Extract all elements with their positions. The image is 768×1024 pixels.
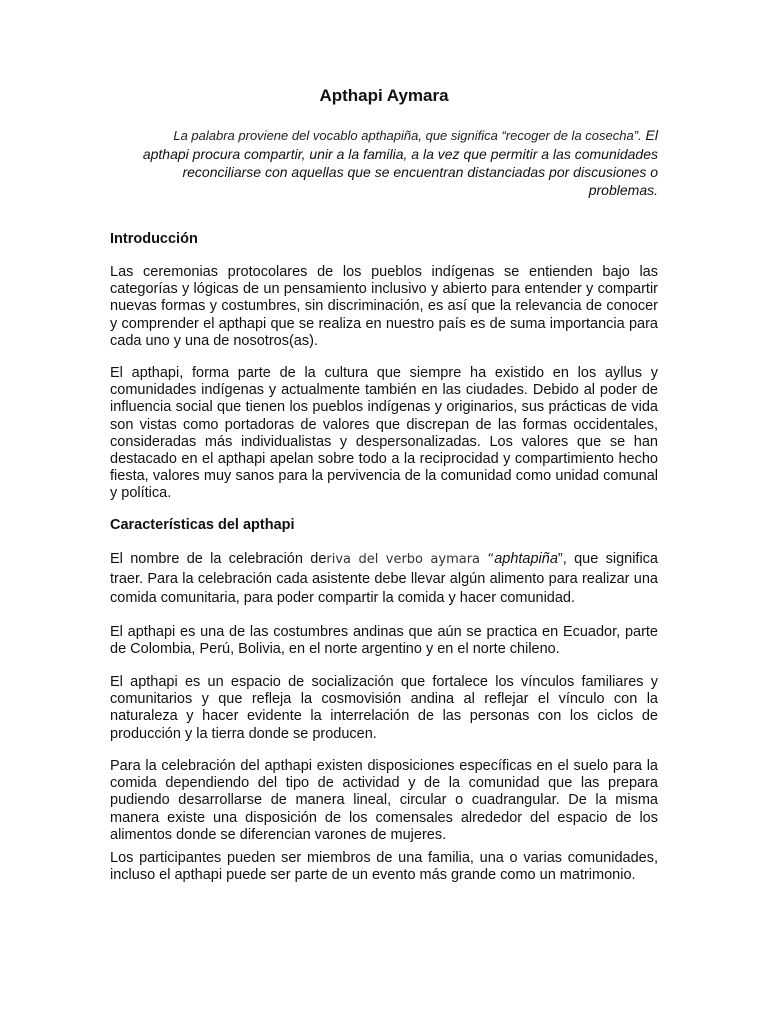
document-title: Apthapi Aymara: [319, 86, 449, 105]
paragraph-caract-2: El apthapi es una de las costumbres andinas que aún se practica en Ecuador, parte de Colombia, Perú, Bolivia, en el norte argentino y en el norte chileno.: [110, 624, 658, 658]
abstract: [128, 126, 658, 199]
paragraph-intro-2: El apthapi, forma parte de la cultura que siempre ha existido en los ayllus y comunidades indígenas y actualmente también en las ciudades. Debido al poder de influencia social que tienen los pueblos indígenas y originarios, sus prácticas de vida son vistas como portadoras de valores que discrepan de las formas occidentales, consideradas más individualistas y despersonalizadas. Los valores que se han destacado en el apthapi apelan sobre todo a la reciprocidad y compartimiento hecho fiesta, valores muy sanos para la pervivencia de la comunidad como unidad comunal y política.: [110, 365, 658, 502]
paragraph-caract-5: Los participantes pueden ser miembros de una familia, una o varias comunidades, incluso el apthapi puede ser parte de un evento más grande como un matrimonio.: [110, 850, 658, 884]
paragraph-intro-1: Las ceremonias protocolares de los pueblos indígenas se entienden bajo las categorías y lógicas de un pensamiento inclusivo y abierto para entender y compartir nuevas formas y costumbres, sin discriminación, es así que la relevancia de conocer y comprender el apthapi que se realiza en nuestro país es de suma importancia para cada uno y una de nosotros(as).: [110, 264, 658, 349]
paragraph-caract-3: El apthapi es un espacio de socialización que fortalece los vínculos familiares y comunitarios y que refleja la cosmovisión andina al reflejar el vínculo con la naturaleza y hacer evidente la interrelación de las personas con los ciclos de producción y la tierra donde se producen.: [110, 674, 658, 742]
paragraph-caract-1-part-a: El nombre de la celebración de: [110, 551, 327, 567]
section-heading-caracteristicas: Características del apthapi: [110, 517, 295, 533]
paragraph-caract-1-term: aphtapiña: [494, 551, 558, 567]
paragraph-caract-1-part-d: ”, que significa traer. Para la celebración cada asistente debe llevar algún alimento para realizar una comida comunitaria, para poder compartir la comida y hacer comunidad.: [110, 551, 658, 606]
section-heading-introduccion: Introducción: [110, 231, 198, 247]
abstract-part-2: El apthapi procura compartir, unir a la familia, a la vez que permitir a las comunidades reconciliarse con aquellas que se encuentran distanciadas por discusiones o problemas.: [142, 127, 658, 198]
paragraph-caract-4: Para la celebración del apthapi existen disposiciones específicas en el suelo para la comida dependiendo del tipo de actividad y de la comunidad que las prepara pudiendo desarrollarse de manera lineal, circular o cuadrangular. De la misma manera existe una disposición de los comensales alrededor del espacio de los alimentos donde se diferencian varones de mujeres.: [110, 758, 658, 843]
abstract-part-1: La palabra proviene del vocablo apthapiña, que significa “recoger de la cosecha”.: [173, 128, 642, 143]
paragraph-caract-1-part-b: riva del verbo aymara “: [326, 552, 495, 567]
paragraph-caract-1: [110, 550, 658, 609]
